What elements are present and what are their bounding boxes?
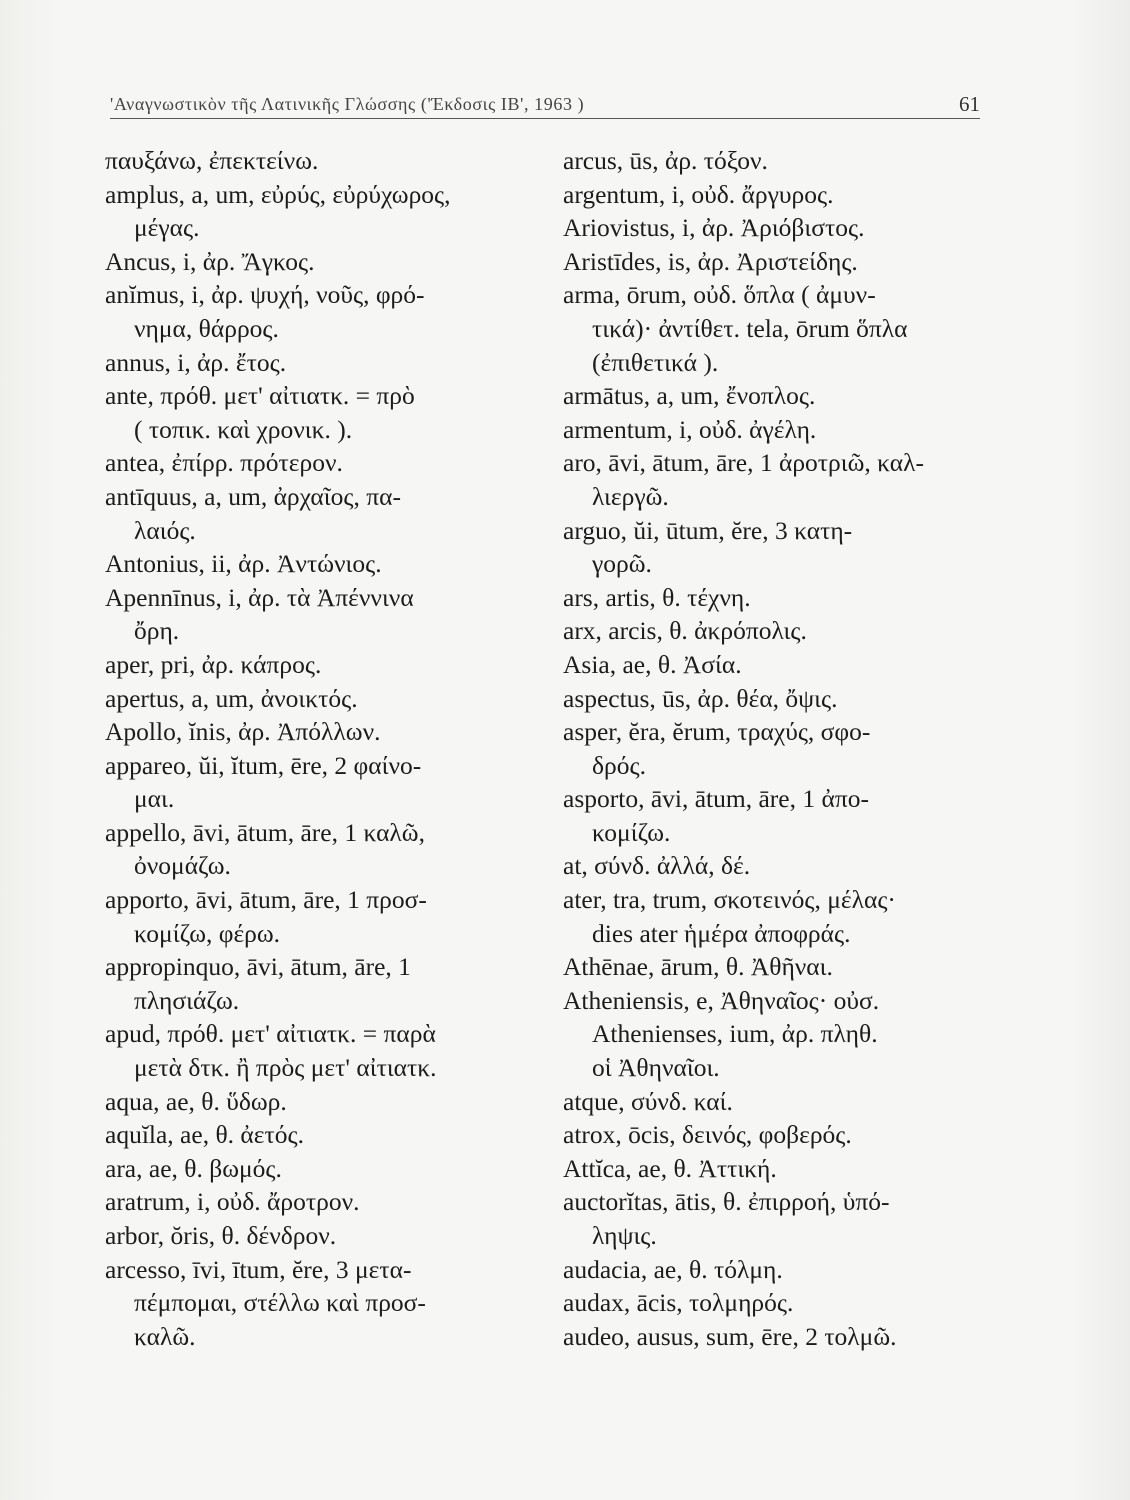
dictionary-line: appareo, ŭi, ĭtum, ēre, 2 φαίνο- (105, 750, 422, 780)
dictionary-line: arbor, ŏris, θ. δένδρον. (105, 1221, 337, 1250)
dictionary-line: ὀνομάζω. (134, 851, 231, 881)
dictionary-line: μέγας. (134, 213, 200, 243)
dictionary-line: πέμπομαι, στέλλω καὶ προσ- (134, 1288, 426, 1318)
dictionary-line: aspectus, ūs, ἀρ. θέα, ὄψις. (563, 683, 838, 713)
dictionary-line: λιεργῶ. (592, 481, 669, 511)
dictionary-line: ante, πρόθ. μετ' αἰτιατκ. = πρὸ (105, 381, 415, 411)
dictionary-line: Athēnae, ārum, θ. Ἀθῆναι. (563, 952, 833, 982)
dictionary-line: arma, ōrum, οὐδ. ὅπλα ( ἀμυν- (563, 280, 876, 310)
dictionary-line: apporto, āvi, ātum, āre, 1 προσ- (105, 885, 427, 915)
dictionary-line: atque, σύνδ. καί. (563, 1086, 733, 1116)
dictionary-line: antīquus, a, um, ἀρχαῖος, πα- (105, 481, 401, 511)
dictionary-line: Apollo, ĭnis, ἀρ. Ἀπόλλων. (105, 717, 381, 747)
dictionary-line: appello, āvi, ātum, āre, 1 καλῶ, (105, 817, 425, 847)
dictionary-line: ληψις. (592, 1221, 657, 1250)
dictionary-line: Ancus, i, ἀρ. Ἄγκος. (105, 246, 315, 276)
dictionary-line: aper, pri, ἀρ. κάπρος. (105, 649, 322, 679)
dictionary-line: argentum, i, οὐδ. ἄργυρος. (563, 179, 834, 209)
dictionary-line: (ἐπιθετικά ). (592, 347, 719, 377)
dictionary-line: audacia, ae, θ. τόλμη. (563, 1254, 783, 1284)
dictionary-line: antea, ἐπίρρ. πρότερον. (105, 448, 343, 478)
right-column (563, 144, 1018, 1353)
dictionary-line: Atheniensis, e, Ἀθηναῖος· οὐσ. (563, 985, 880, 1015)
dictionary-line: καλῶ. (134, 1321, 196, 1351)
dictionary-line: ars, artis, θ. τέχνη. (563, 582, 751, 612)
dictionary-line: auctorĭtas, ātis, θ. ἐπιρροή, ὑπό- (563, 1187, 890, 1217)
dictionary-line: anĭmus, i, ἀρ. ψυχή, νοῦς, φρό- (105, 280, 425, 310)
dictionary-line: ater, tra, trum, σκοτεινός, μέλας· (563, 885, 896, 915)
dictionary-line: δρός. (592, 750, 646, 780)
dictionary-line: audax, ācis, τολμηρός. (563, 1288, 794, 1318)
dictionary-line: armentum, i, οὐδ. ἀγέλη. (563, 414, 817, 444)
dictionary-line: apud, πρόθ. μετ' αἰτιατκ. = παρὰ (105, 1019, 436, 1049)
dictionary-line: μετὰ δτκ. ἢ πρὸς μετ' αἰτιατκ. (134, 1053, 437, 1083)
dictionary-line: Athenienses, ium, ἀρ. πληθ. (592, 1019, 878, 1049)
dictionary-line: asporto, āvi, ātum, āre, 1 ἀπο- (563, 784, 869, 814)
dictionary-line: at, σύνδ. ἀλλά, δέ. (563, 851, 751, 881)
dictionary-line: νημα, θάρρος. (134, 313, 279, 343)
dictionary-line: ara, ae, θ. βωμός. (105, 1153, 282, 1183)
dictionary-line: annus, i, ἀρ. ἔτος. (105, 347, 287, 377)
dictionary-line: amplus, a, um, εὐρύς, εὐρύχωρος, (105, 179, 451, 209)
dictionary-line: aratrum, i, οὐδ. ἄροτρον. (105, 1187, 360, 1217)
dictionary-line: audeo, ausus, sum, ēre, 2 τολμῶ. (563, 1321, 897, 1351)
dictionary-line: λαιός. (134, 515, 196, 545)
dictionary-line: apertus, a, um, ἀνοικτός. (105, 683, 358, 713)
dictionary-line: Ariovistus, i, ἀρ. Ἀριόβιστος. (563, 213, 865, 243)
dictionary-line: Attĭca, ae, θ. Ἀττική. (563, 1153, 777, 1183)
dictionary-line: Antonius, ii, ἀρ. Ἀντώνιος. (105, 549, 382, 579)
dictionary-line: ὄρη. (134, 616, 180, 646)
dictionary-line: οἱ Ἀθηναῖοι. (592, 1053, 720, 1083)
dictionary-line: Asia, ae, θ. Ἀσία. (563, 649, 742, 679)
dictionary-line: arguo, ŭi, ūtum, ĕre, 3 κατη- (563, 515, 853, 545)
dictionary-line: ( τοπικ. καὶ χρονικ. ). (134, 414, 353, 444)
dictionary-line: aro, āvi, ātum, āre, 1 ἀροτριῶ, καλ- (563, 448, 924, 478)
header-title: 'Αναγνωστικὸν τῆς Λατινικῆς Γλώσσης ('Έκδοσις ΙΒ', 1963 ) (110, 94, 585, 114)
dictionary-line: Apennīnus, i, ἀρ. τὰ Ἀπέννινα (105, 582, 414, 612)
dictionary-line: μαι. (134, 784, 175, 814)
left-column (105, 144, 560, 1353)
running-header (110, 84, 980, 119)
dictionary-line: aqua, ae, θ. ὕδωρ. (105, 1086, 287, 1116)
dictionary-line: asper, ĕra, ĕrum, τραχύς, σφο- (563, 717, 871, 747)
dictionary-line: aquĭla, ae, θ. ἀετός. (105, 1120, 304, 1150)
dictionary-line: πλησιάζω. (134, 985, 240, 1015)
dictionary-line: παυξάνω, ἐπεκτείνω. (105, 146, 319, 175)
dictionary-line: dies ater ἡμέρα ἀποφράς. (592, 918, 851, 948)
dictionary-line: κομίζω, φέρω. (134, 918, 281, 948)
dictionary-line: arcesso, īvi, ītum, ĕre, 3 μετα- (105, 1254, 412, 1284)
dictionary-line: arx, arcis, θ. ἀκρόπολις. (563, 616, 807, 646)
dictionary-line: τικά)· ἀντίθετ. tela, ōrum ὅπλα (592, 313, 908, 343)
dictionary-line: atrox, ōcis, δεινός, φοβερός. (563, 1120, 852, 1150)
dictionary-line: appropinquo, āvi, ātum, āre, 1 (105, 952, 411, 982)
dictionary-line: armātus, a, um, ἔνοπλος. (563, 381, 816, 411)
dictionary-line: κομίζω. (592, 817, 671, 847)
page-number: 61 (959, 92, 980, 116)
dictionary-line: γορῶ. (592, 549, 652, 579)
dictionary-line: arcus, ūs, ἀρ. τόξον. (563, 146, 768, 175)
dictionary-line: Aristīdes, is, ἀρ. Ἀριστείδης. (563, 246, 858, 276)
